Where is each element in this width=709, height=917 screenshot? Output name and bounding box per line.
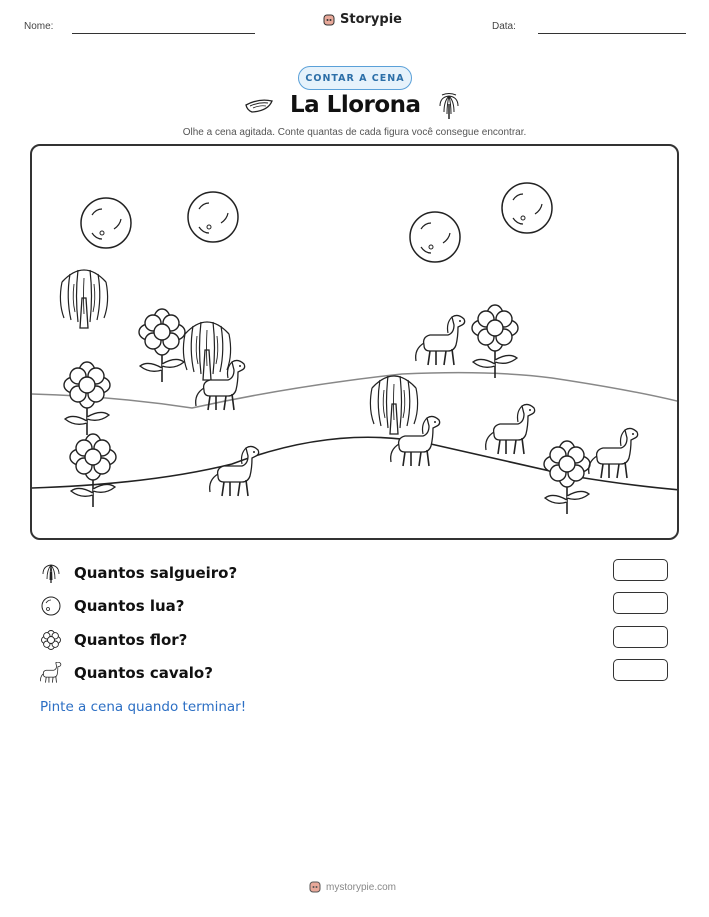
brand-name: Storypie bbox=[340, 12, 402, 27]
horse-icon bbox=[40, 662, 62, 684]
question-row bbox=[40, 593, 185, 619]
storypie-mascot-icon bbox=[308, 880, 322, 894]
flower-icon bbox=[40, 629, 62, 651]
question-text: Quantos flor? bbox=[74, 631, 188, 649]
name-label: Nome: bbox=[24, 21, 54, 32]
answer-box[interactable] bbox=[613, 559, 668, 581]
date-line[interactable] bbox=[538, 33, 686, 34]
question-text: Quantos cavalo? bbox=[74, 664, 213, 682]
answer-box[interactable] bbox=[613, 592, 668, 614]
name-line[interactable] bbox=[72, 33, 255, 34]
moon-icon bbox=[40, 595, 62, 617]
question-text: Quantos lua? bbox=[74, 597, 185, 615]
activity-badge: CONTAR A CENA bbox=[298, 66, 412, 90]
coloring-note: Pinte a cena quando terminar! bbox=[40, 699, 247, 715]
date-label: Data: bbox=[492, 21, 516, 32]
willow-icon bbox=[40, 562, 62, 584]
question-row bbox=[40, 660, 213, 686]
footer-url[interactable]: mystorypie.com bbox=[326, 881, 397, 893]
answer-box[interactable] bbox=[613, 626, 668, 648]
willow-icon bbox=[436, 92, 462, 120]
question-row bbox=[40, 560, 237, 586]
boat-icon bbox=[244, 96, 274, 116]
instructions: Olhe a cena agitada. Conte quantas de cada figura você consegue encontrar. bbox=[182, 127, 527, 138]
brand-logo bbox=[322, 12, 402, 27]
answer-box[interactable] bbox=[613, 659, 668, 681]
storypie-mascot-icon bbox=[322, 13, 336, 27]
scene-illustration bbox=[32, 146, 679, 540]
footer bbox=[308, 880, 396, 894]
page-title: La Llorona bbox=[290, 92, 421, 118]
counting-scene[interactable] bbox=[30, 144, 679, 540]
question-text: Quantos salgueiro? bbox=[74, 564, 238, 582]
question-row bbox=[40, 627, 187, 653]
